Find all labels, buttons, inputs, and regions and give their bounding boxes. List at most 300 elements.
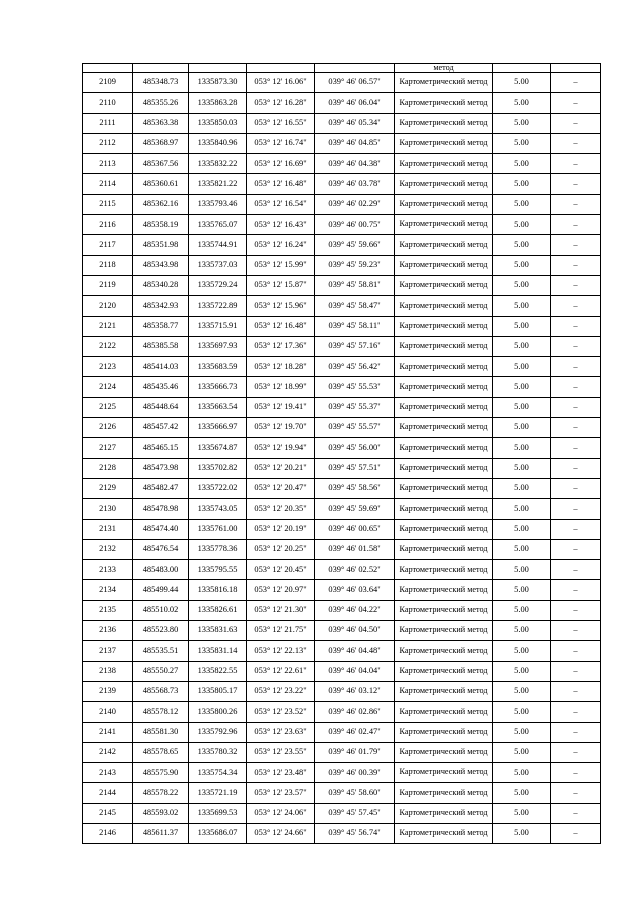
cell-description: – (551, 519, 601, 539)
cell-accuracy: 5.00 (493, 783, 551, 803)
cell-longitude: 039° 45' 58.47" (315, 296, 395, 316)
cell-method: Картометрический метод (395, 296, 493, 316)
cell-method: Картометрический метод (395, 763, 493, 783)
cell-accuracy: 5.00 (493, 154, 551, 174)
cell-longitude: 039° 45' 56.00" (315, 438, 395, 458)
cell-description: – (551, 702, 601, 722)
cell-longitude: 039° 46' 00.39" (315, 763, 395, 783)
cell-description: – (551, 580, 601, 600)
table-body (83, 64, 601, 844)
cell-longitude: 039° 46' 02.29" (315, 194, 395, 214)
cell-description: – (551, 336, 601, 356)
cell-point-number: 2139 (83, 681, 133, 701)
cell-latitude: 053° 12' 16.54" (247, 194, 315, 214)
cell-y-coordinate: 1335721.19 (189, 783, 247, 803)
cell-description: – (551, 275, 601, 295)
cell-point-number: 2146 (83, 823, 133, 843)
table-row (83, 803, 601, 823)
cell-longitude: 039° 46' 03.78" (315, 174, 395, 194)
cell-method: Картометрический метод (395, 803, 493, 823)
cell-latitude: 053° 12' 16.48" (247, 316, 315, 336)
cell-y-coordinate: 1335793.46 (189, 194, 247, 214)
table-row (83, 539, 601, 559)
cell-y-coordinate: 1335840.96 (189, 133, 247, 153)
cell-latitude: 053° 12' 19.94" (247, 438, 315, 458)
cell-longitude: 039° 46' 03.12" (315, 681, 395, 701)
cell-description: – (551, 154, 601, 174)
table-row (83, 316, 601, 336)
cell-accuracy: 5.00 (493, 621, 551, 641)
cell-method: Картометрический метод (395, 113, 493, 133)
cell-x-coordinate: 485575.90 (133, 763, 189, 783)
cell-y-coordinate: 1335754.34 (189, 763, 247, 783)
cell-x-coordinate: 485593.02 (133, 803, 189, 823)
cell-x-coordinate: 485368.97 (133, 133, 189, 153)
cell-description: – (551, 560, 601, 580)
cell-accuracy: 5.00 (493, 641, 551, 661)
cell-method: Картометрический метод (395, 519, 493, 539)
cell-x-coordinate: 485482.47 (133, 478, 189, 498)
cell-y-coordinate: 1335744.91 (189, 235, 247, 255)
cell-accuracy: 5.00 (493, 316, 551, 336)
cell-method: Картометрический метод (395, 539, 493, 559)
cell-y-coordinate: 1335765.07 (189, 215, 247, 235)
cell-method: Картометрический метод (395, 499, 493, 519)
cell-y-coordinate: 1335702.82 (189, 458, 247, 478)
cell-y-coordinate: 1335778.36 (189, 539, 247, 559)
cell-x-coordinate: 485611.37 (133, 823, 189, 843)
cell-method: Картометрический метод (395, 235, 493, 255)
cell-empty (83, 64, 133, 73)
cell-latitude: 053° 12' 23.22" (247, 681, 315, 701)
cell-empty (189, 64, 247, 73)
cell-point-number: 2122 (83, 336, 133, 356)
cell-accuracy: 5.00 (493, 499, 551, 519)
cell-y-coordinate: 1335663.54 (189, 397, 247, 417)
cell-description: – (551, 174, 601, 194)
cell-x-coordinate: 485578.65 (133, 742, 189, 762)
cell-accuracy: 5.00 (493, 93, 551, 113)
cell-method: Картометрический метод (395, 336, 493, 356)
cell-longitude: 039° 45' 58.60" (315, 783, 395, 803)
table-row (83, 702, 601, 722)
table-row (83, 560, 601, 580)
cell-accuracy: 5.00 (493, 194, 551, 214)
cell-description: – (551, 783, 601, 803)
cell-accuracy: 5.00 (493, 661, 551, 681)
cell-point-number: 2141 (83, 722, 133, 742)
cell-method: Картометрический метод (395, 722, 493, 742)
cell-latitude: 053° 12' 19.41" (247, 397, 315, 417)
cell-method: Картометрический метод (395, 316, 493, 336)
cell-latitude: 053° 12' 16.74" (247, 133, 315, 153)
cell-longitude: 039° 45' 59.66" (315, 235, 395, 255)
cell-latitude: 053° 12' 22.61" (247, 661, 315, 681)
cell-latitude: 053° 12' 20.25" (247, 539, 315, 559)
cell-longitude: 039° 46' 04.38" (315, 154, 395, 174)
cell-accuracy: 5.00 (493, 133, 551, 153)
cell-x-coordinate: 485523.80 (133, 621, 189, 641)
cell-empty (247, 64, 315, 73)
cell-empty (551, 64, 601, 73)
cell-method: Картометрический метод (395, 357, 493, 377)
cell-x-coordinate: 485348.73 (133, 73, 189, 93)
cell-point-number: 2144 (83, 783, 133, 803)
cell-description: – (551, 742, 601, 762)
cell-description: – (551, 316, 601, 336)
cell-latitude: 053° 12' 18.99" (247, 377, 315, 397)
cell-y-coordinate: 1335805.17 (189, 681, 247, 701)
cell-latitude: 053° 12' 23.63" (247, 722, 315, 742)
cell-accuracy: 5.00 (493, 681, 551, 701)
cell-point-number: 2126 (83, 418, 133, 438)
table-row (83, 215, 601, 235)
cell-longitude: 039° 46' 04.50" (315, 621, 395, 641)
cell-method: Картометрический метод (395, 194, 493, 214)
cell-accuracy: 5.00 (493, 336, 551, 356)
cell-method: Картометрический метод (395, 255, 493, 275)
cell-latitude: 053° 12' 20.47" (247, 478, 315, 498)
cell-method: Картометрический метод (395, 560, 493, 580)
cell-x-coordinate: 485367.56 (133, 154, 189, 174)
table-row (83, 742, 601, 762)
cell-x-coordinate: 485535.51 (133, 641, 189, 661)
cell-accuracy: 5.00 (493, 73, 551, 93)
cell-description: – (551, 438, 601, 458)
cell-x-coordinate: 485478.98 (133, 499, 189, 519)
cell-longitude: 039° 46' 04.04" (315, 661, 395, 681)
cell-y-coordinate: 1335850.03 (189, 113, 247, 133)
cell-y-coordinate: 1335780.32 (189, 742, 247, 762)
table-row (83, 418, 601, 438)
cell-accuracy: 5.00 (493, 438, 551, 458)
cell-y-coordinate: 1335831.14 (189, 641, 247, 661)
cell-description: – (551, 600, 601, 620)
cell-longitude: 039° 45' 55.53" (315, 377, 395, 397)
cell-latitude: 053° 12' 23.57" (247, 783, 315, 803)
cell-latitude: 053° 12' 21.30" (247, 600, 315, 620)
cell-point-number: 2125 (83, 397, 133, 417)
cell-point-number: 2129 (83, 478, 133, 498)
cell-accuracy: 5.00 (493, 215, 551, 235)
cell-x-coordinate: 485340.28 (133, 275, 189, 295)
cell-longitude: 039° 46' 00.75" (315, 215, 395, 235)
cell-latitude: 053° 12' 20.45" (247, 560, 315, 580)
cell-y-coordinate: 1335715.91 (189, 316, 247, 336)
cell-x-coordinate: 485483.00 (133, 560, 189, 580)
cell-description: – (551, 93, 601, 113)
cell-description: – (551, 133, 601, 153)
cell-latitude: 053° 12' 19.70" (247, 418, 315, 438)
cell-longitude: 039° 45' 57.16" (315, 336, 395, 356)
cell-method: Картометрический метод (395, 154, 493, 174)
cell-point-number: 2109 (83, 73, 133, 93)
cell-description: – (551, 73, 601, 93)
cell-y-coordinate: 1335873.30 (189, 73, 247, 93)
table-row (83, 336, 601, 356)
cell-method: Картометрический метод (395, 600, 493, 620)
table-row (83, 600, 601, 620)
cell-longitude: 039° 45' 55.57" (315, 418, 395, 438)
cell-accuracy: 5.00 (493, 255, 551, 275)
cell-y-coordinate: 1335666.73 (189, 377, 247, 397)
cell-x-coordinate: 485578.22 (133, 783, 189, 803)
cell-longitude: 039° 46' 04.85" (315, 133, 395, 153)
cell-description: – (551, 377, 601, 397)
cell-accuracy: 5.00 (493, 763, 551, 783)
table-row (83, 458, 601, 478)
cell-accuracy: 5.00 (493, 357, 551, 377)
table-row (83, 275, 601, 295)
cell-description: – (551, 499, 601, 519)
cell-x-coordinate: 485550.27 (133, 661, 189, 681)
cell-x-coordinate: 485435.46 (133, 377, 189, 397)
cell-y-coordinate: 1335832.22 (189, 154, 247, 174)
cell-latitude: 053° 12' 16.06" (247, 73, 315, 93)
table-row (83, 235, 601, 255)
table-row (83, 499, 601, 519)
cell-description: – (551, 397, 601, 417)
cell-method: Картометрический метод (395, 702, 493, 722)
cell-accuracy: 5.00 (493, 235, 551, 255)
cell-y-coordinate: 1335761.00 (189, 519, 247, 539)
cell-point-number: 2130 (83, 499, 133, 519)
cell-y-coordinate: 1335816.18 (189, 580, 247, 600)
cell-method: Картометрический метод (395, 275, 493, 295)
cell-method: Картометрический метод (395, 580, 493, 600)
table-row (83, 580, 601, 600)
cell-method: Картометрический метод (395, 478, 493, 498)
cell-point-number: 2111 (83, 113, 133, 133)
cell-x-coordinate: 485465.15 (133, 438, 189, 458)
cell-y-coordinate: 1335674.87 (189, 438, 247, 458)
cell-accuracy: 5.00 (493, 823, 551, 843)
cell-point-number: 2127 (83, 438, 133, 458)
cell-point-number: 2115 (83, 194, 133, 214)
cell-latitude: 053° 12' 16.24" (247, 235, 315, 255)
cell-point-number: 2110 (83, 93, 133, 113)
cell-latitude: 053° 12' 17.36" (247, 336, 315, 356)
cell-longitude: 039° 46' 06.04" (315, 93, 395, 113)
cell-accuracy: 5.00 (493, 560, 551, 580)
cell-longitude: 039° 45' 57.51" (315, 458, 395, 478)
cell-method: Картометрический метод (395, 215, 493, 235)
table-row (83, 397, 601, 417)
cell-point-number: 2133 (83, 560, 133, 580)
table-row (83, 133, 601, 153)
cell-accuracy: 5.00 (493, 275, 551, 295)
table-row (83, 113, 601, 133)
cell-latitude: 053° 12' 16.69" (247, 154, 315, 174)
cell-latitude: 053° 12' 23.52" (247, 702, 315, 722)
table-row (83, 661, 601, 681)
cell-description: – (551, 803, 601, 823)
cell-y-coordinate: 1335800.26 (189, 702, 247, 722)
cell-longitude: 039° 45' 55.37" (315, 397, 395, 417)
cell-point-number: 2121 (83, 316, 133, 336)
coordinates-table (82, 63, 601, 844)
table-row (83, 194, 601, 214)
cell-point-number: 2119 (83, 275, 133, 295)
cell-description: – (551, 418, 601, 438)
cell-y-coordinate: 1335722.02 (189, 478, 247, 498)
cell-description: – (551, 478, 601, 498)
cell-method: Картометрический метод (395, 641, 493, 661)
cell-longitude: 039° 45' 57.45" (315, 803, 395, 823)
cell-accuracy: 5.00 (493, 803, 551, 823)
cell-longitude: 039° 45' 58.56" (315, 478, 395, 498)
cell-y-coordinate: 1335821.22 (189, 174, 247, 194)
cell-accuracy: 5.00 (493, 478, 551, 498)
cell-description: – (551, 357, 601, 377)
cell-accuracy: 5.00 (493, 580, 551, 600)
cell-latitude: 053° 12' 15.99" (247, 255, 315, 275)
cell-description: – (551, 681, 601, 701)
cell-description: – (551, 255, 601, 275)
cell-point-number: 2123 (83, 357, 133, 377)
cell-longitude: 039° 46' 04.22" (315, 600, 395, 620)
table-row (83, 296, 601, 316)
cell-accuracy: 5.00 (493, 174, 551, 194)
cell-point-number: 2124 (83, 377, 133, 397)
cell-x-coordinate: 485457.42 (133, 418, 189, 438)
cell-description: – (551, 539, 601, 559)
cell-accuracy: 5.00 (493, 742, 551, 762)
cell-longitude: 039° 45' 59.23" (315, 255, 395, 275)
table-row (83, 722, 601, 742)
cell-y-coordinate: 1335729.24 (189, 275, 247, 295)
cell-point-number: 2131 (83, 519, 133, 539)
cell-point-number: 2136 (83, 621, 133, 641)
cell-point-number: 2135 (83, 600, 133, 620)
cell-y-coordinate: 1335743.05 (189, 499, 247, 519)
table-row (83, 621, 601, 641)
cell-longitude: 039° 46' 02.52" (315, 560, 395, 580)
cell-accuracy: 5.00 (493, 418, 551, 438)
cell-point-number: 2145 (83, 803, 133, 823)
cell-method: Картометрический метод (395, 397, 493, 417)
cell-latitude: 053° 12' 16.55" (247, 113, 315, 133)
cell-method: Картометрический метод (395, 418, 493, 438)
cell-x-coordinate: 485448.64 (133, 397, 189, 417)
cell-point-number: 2142 (83, 742, 133, 762)
cell-point-number: 2132 (83, 539, 133, 559)
cell-empty (493, 64, 551, 73)
table-row (83, 783, 601, 803)
cell-accuracy: 5.00 (493, 296, 551, 316)
cell-description: – (551, 194, 601, 214)
cell-x-coordinate: 485385.58 (133, 336, 189, 356)
cell-x-coordinate: 485510.02 (133, 600, 189, 620)
cell-method: Картометрический метод (395, 174, 493, 194)
table-row (83, 438, 601, 458)
table-row (83, 174, 601, 194)
cell-point-number: 2116 (83, 215, 133, 235)
cell-description: – (551, 763, 601, 783)
cell-x-coordinate: 485355.26 (133, 93, 189, 113)
cell-latitude: 053° 12' 16.43" (247, 215, 315, 235)
cell-latitude: 053° 12' 24.66" (247, 823, 315, 843)
cell-method: Картометрический метод (395, 823, 493, 843)
cell-y-coordinate: 1335722.89 (189, 296, 247, 316)
cell-latitude: 053° 12' 18.28" (247, 357, 315, 377)
cell-y-coordinate: 1335686.07 (189, 823, 247, 843)
cell-y-coordinate: 1335863.28 (189, 93, 247, 113)
cell-longitude: 039° 46' 04.48" (315, 641, 395, 661)
cell-y-coordinate: 1335697.93 (189, 336, 247, 356)
cell-empty (133, 64, 189, 73)
cell-x-coordinate: 485581.30 (133, 722, 189, 742)
cell-point-number: 2128 (83, 458, 133, 478)
table-row (83, 478, 601, 498)
cell-description: – (551, 641, 601, 661)
cell-longitude: 039° 45' 56.74" (315, 823, 395, 843)
table-row (83, 641, 601, 661)
table-row (83, 823, 601, 843)
cell-x-coordinate: 485474.40 (133, 519, 189, 539)
cell-y-coordinate: 1335826.61 (189, 600, 247, 620)
table-row (83, 73, 601, 93)
cell-longitude: 039° 46' 01.58" (315, 539, 395, 559)
cell-longitude: 039° 46' 03.64" (315, 580, 395, 600)
cell-x-coordinate: 485473.98 (133, 458, 189, 478)
cell-description: – (551, 621, 601, 641)
cell-latitude: 053° 12' 20.19" (247, 519, 315, 539)
cell-method-fragment: метод (395, 64, 493, 73)
cell-accuracy: 5.00 (493, 539, 551, 559)
cell-description: – (551, 215, 601, 235)
table-row-continued (83, 64, 601, 73)
cell-description: – (551, 235, 601, 255)
cell-x-coordinate: 485351.98 (133, 235, 189, 255)
cell-longitude: 039° 45' 56.42" (315, 357, 395, 377)
cell-point-number: 2117 (83, 235, 133, 255)
cell-point-number: 2137 (83, 641, 133, 661)
cell-longitude: 039° 46' 01.79" (315, 742, 395, 762)
cell-point-number: 2112 (83, 133, 133, 153)
cell-longitude: 039° 46' 00.65" (315, 519, 395, 539)
cell-point-number: 2134 (83, 580, 133, 600)
cell-description: – (551, 296, 601, 316)
cell-empty (315, 64, 395, 73)
cell-method: Картометрический метод (395, 681, 493, 701)
table-row (83, 763, 601, 783)
cell-method: Картометрический метод (395, 458, 493, 478)
cell-point-number: 2138 (83, 661, 133, 681)
cell-longitude: 039° 46' 02.47" (315, 722, 395, 742)
cell-method: Картометрический метод (395, 377, 493, 397)
cell-point-number: 2114 (83, 174, 133, 194)
cell-latitude: 053° 12' 23.48" (247, 763, 315, 783)
cell-point-number: 2120 (83, 296, 133, 316)
cell-accuracy: 5.00 (493, 397, 551, 417)
cell-x-coordinate: 485360.61 (133, 174, 189, 194)
cell-y-coordinate: 1335831.63 (189, 621, 247, 641)
cell-y-coordinate: 1335737.03 (189, 255, 247, 275)
cell-x-coordinate: 485358.19 (133, 215, 189, 235)
cell-method: Картометрический метод (395, 93, 493, 113)
cell-latitude: 053° 12' 16.48" (247, 174, 315, 194)
table-row (83, 519, 601, 539)
cell-accuracy: 5.00 (493, 113, 551, 133)
cell-description: – (551, 458, 601, 478)
cell-y-coordinate: 1335792.96 (189, 722, 247, 742)
cell-point-number: 2113 (83, 154, 133, 174)
cell-description: – (551, 722, 601, 742)
cell-accuracy: 5.00 (493, 702, 551, 722)
cell-longitude: 039° 46' 05.34" (315, 113, 395, 133)
cell-method: Картометрический метод (395, 742, 493, 762)
